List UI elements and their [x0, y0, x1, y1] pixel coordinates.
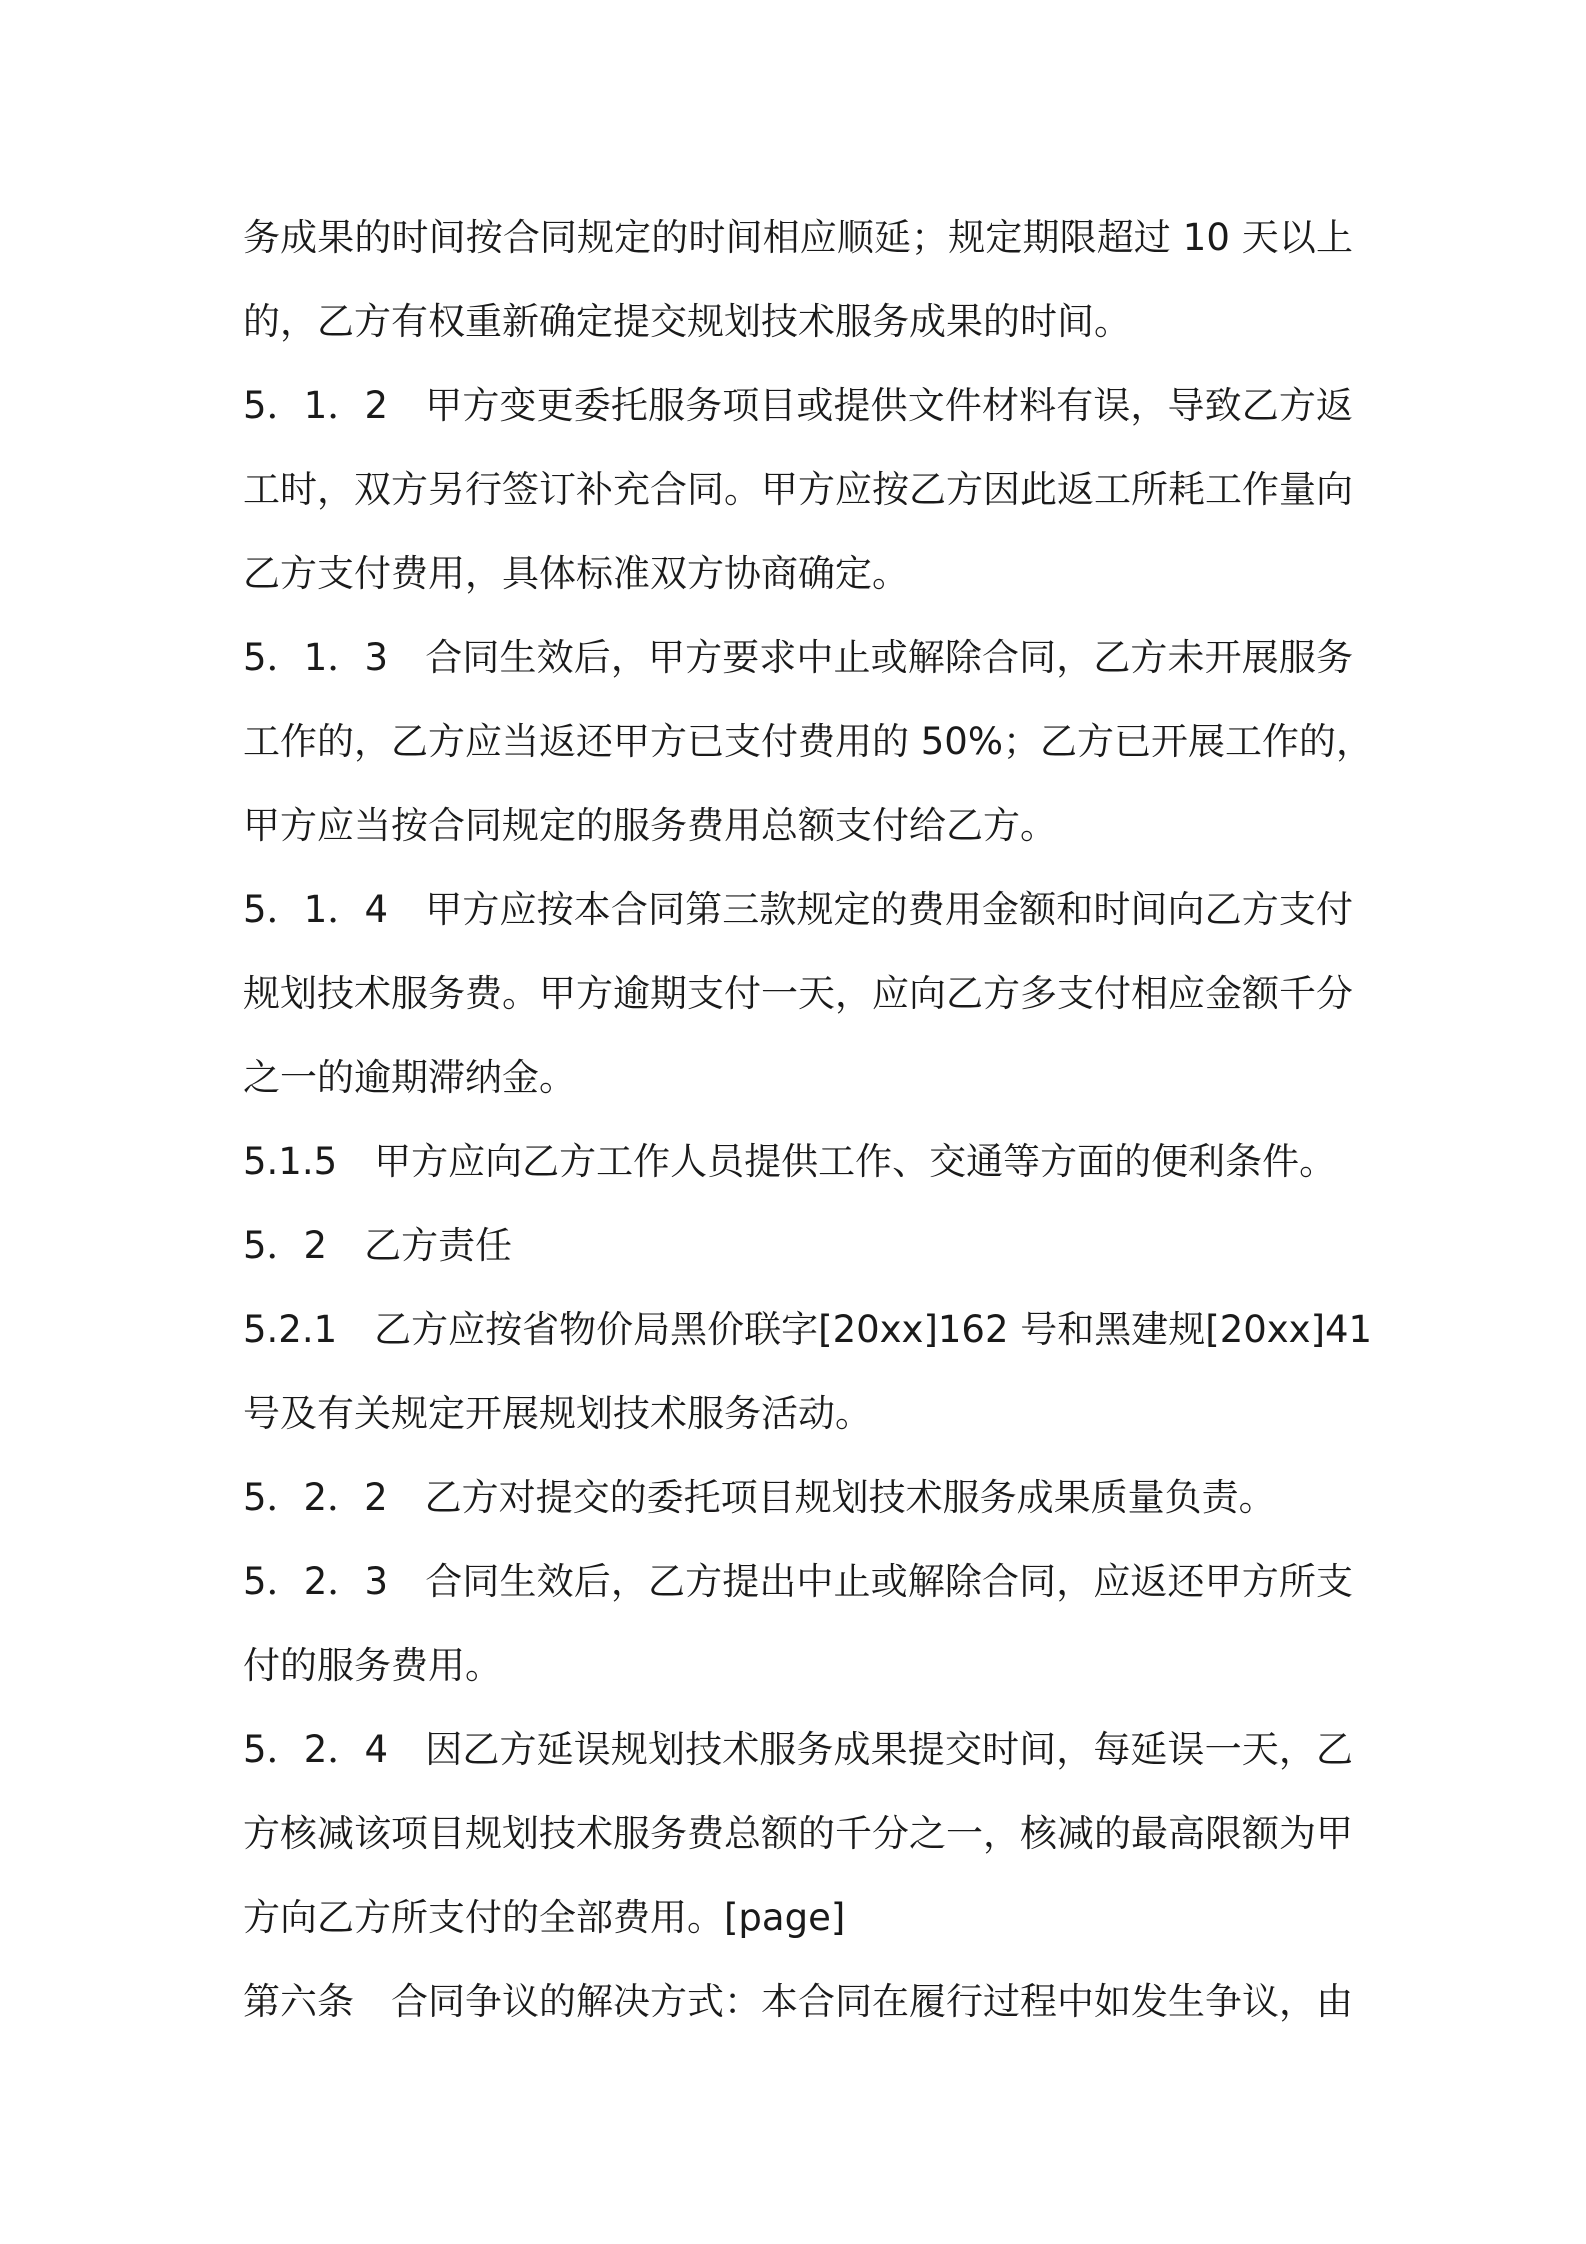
clause-5-2-1: 5.2.1 乙方应按省物价局黑价联字[20xx]162 号和黑建规[20xx]41	[243, 1308, 1373, 1351]
text-line: 乙方支付费用，具体标准双方协商确定。	[243, 552, 909, 595]
article-6-heading: 第六条 合同争议的解决方式：本合同在履行过程中如发生争议，由	[243, 1980, 1353, 2023]
text-line: 的，乙方有权重新确定提交规划技术服务成果的时间。	[243, 300, 1131, 343]
text-line: 务成果的时间按合同规定的时间相应顺延；规定期限超过 10 天以上	[243, 216, 1353, 259]
text-line: 规划技术服务费。甲方逾期支付一天，应向乙方多支付相应金额千分	[243, 972, 1353, 1015]
text-line: 号及有关规定开展规划技术服务活动。	[243, 1392, 872, 1435]
clause-5-1-3: 5．1．3 合同生效后，甲方要求中止或解除合同，乙方未开展服务	[243, 636, 1353, 679]
text-line: 方向乙方所支付的全部费用。[page]	[243, 1896, 846, 1939]
clause-5-2-4: 5．2．4 因乙方延误规划技术服务成果提交时间，每延误一天，乙	[243, 1728, 1353, 1771]
text-line: 之一的逾期滞纳金。	[243, 1056, 576, 1099]
document-body	[243, 196, 1373, 2044]
text-line: 工作的，乙方应当返还甲方已支付费用的 50%；乙方已开展工作的，	[243, 720, 1373, 763]
text-line: 甲方应当按合同规定的服务费用总额支付给乙方。	[243, 804, 1057, 847]
text-line: 方核减该项目规划技术服务费总额的千分之一，核减的最高限额为甲	[243, 1812, 1353, 1855]
clause-5-2-3: 5．2．3 合同生效后，乙方提出中止或解除合同，应返还甲方所支	[243, 1560, 1353, 1603]
clause-5-2-2: 5．2．2 乙方对提交的委托项目规划技术服务成果质量负责。	[243, 1476, 1276, 1519]
clause-5-1-4: 5．1．4 甲方应按本合同第三款规定的费用金额和时间向乙方支付	[243, 888, 1353, 931]
clause-5-1-2: 5．1．2 甲方变更委托服务项目或提供文件材料有误，导致乙方返	[243, 384, 1353, 427]
section-5-2-heading: 5．2 乙方责任	[243, 1224, 513, 1267]
clause-5-1-5: 5.1.5 甲方应向乙方工作人员提供工作、交通等方面的便利条件。	[243, 1140, 1337, 1183]
text-line: 工时，双方另行签订补充合同。甲方应按乙方因此返工所耗工作量向	[243, 468, 1353, 511]
text-line: 付的服务费用。	[243, 1644, 502, 1687]
